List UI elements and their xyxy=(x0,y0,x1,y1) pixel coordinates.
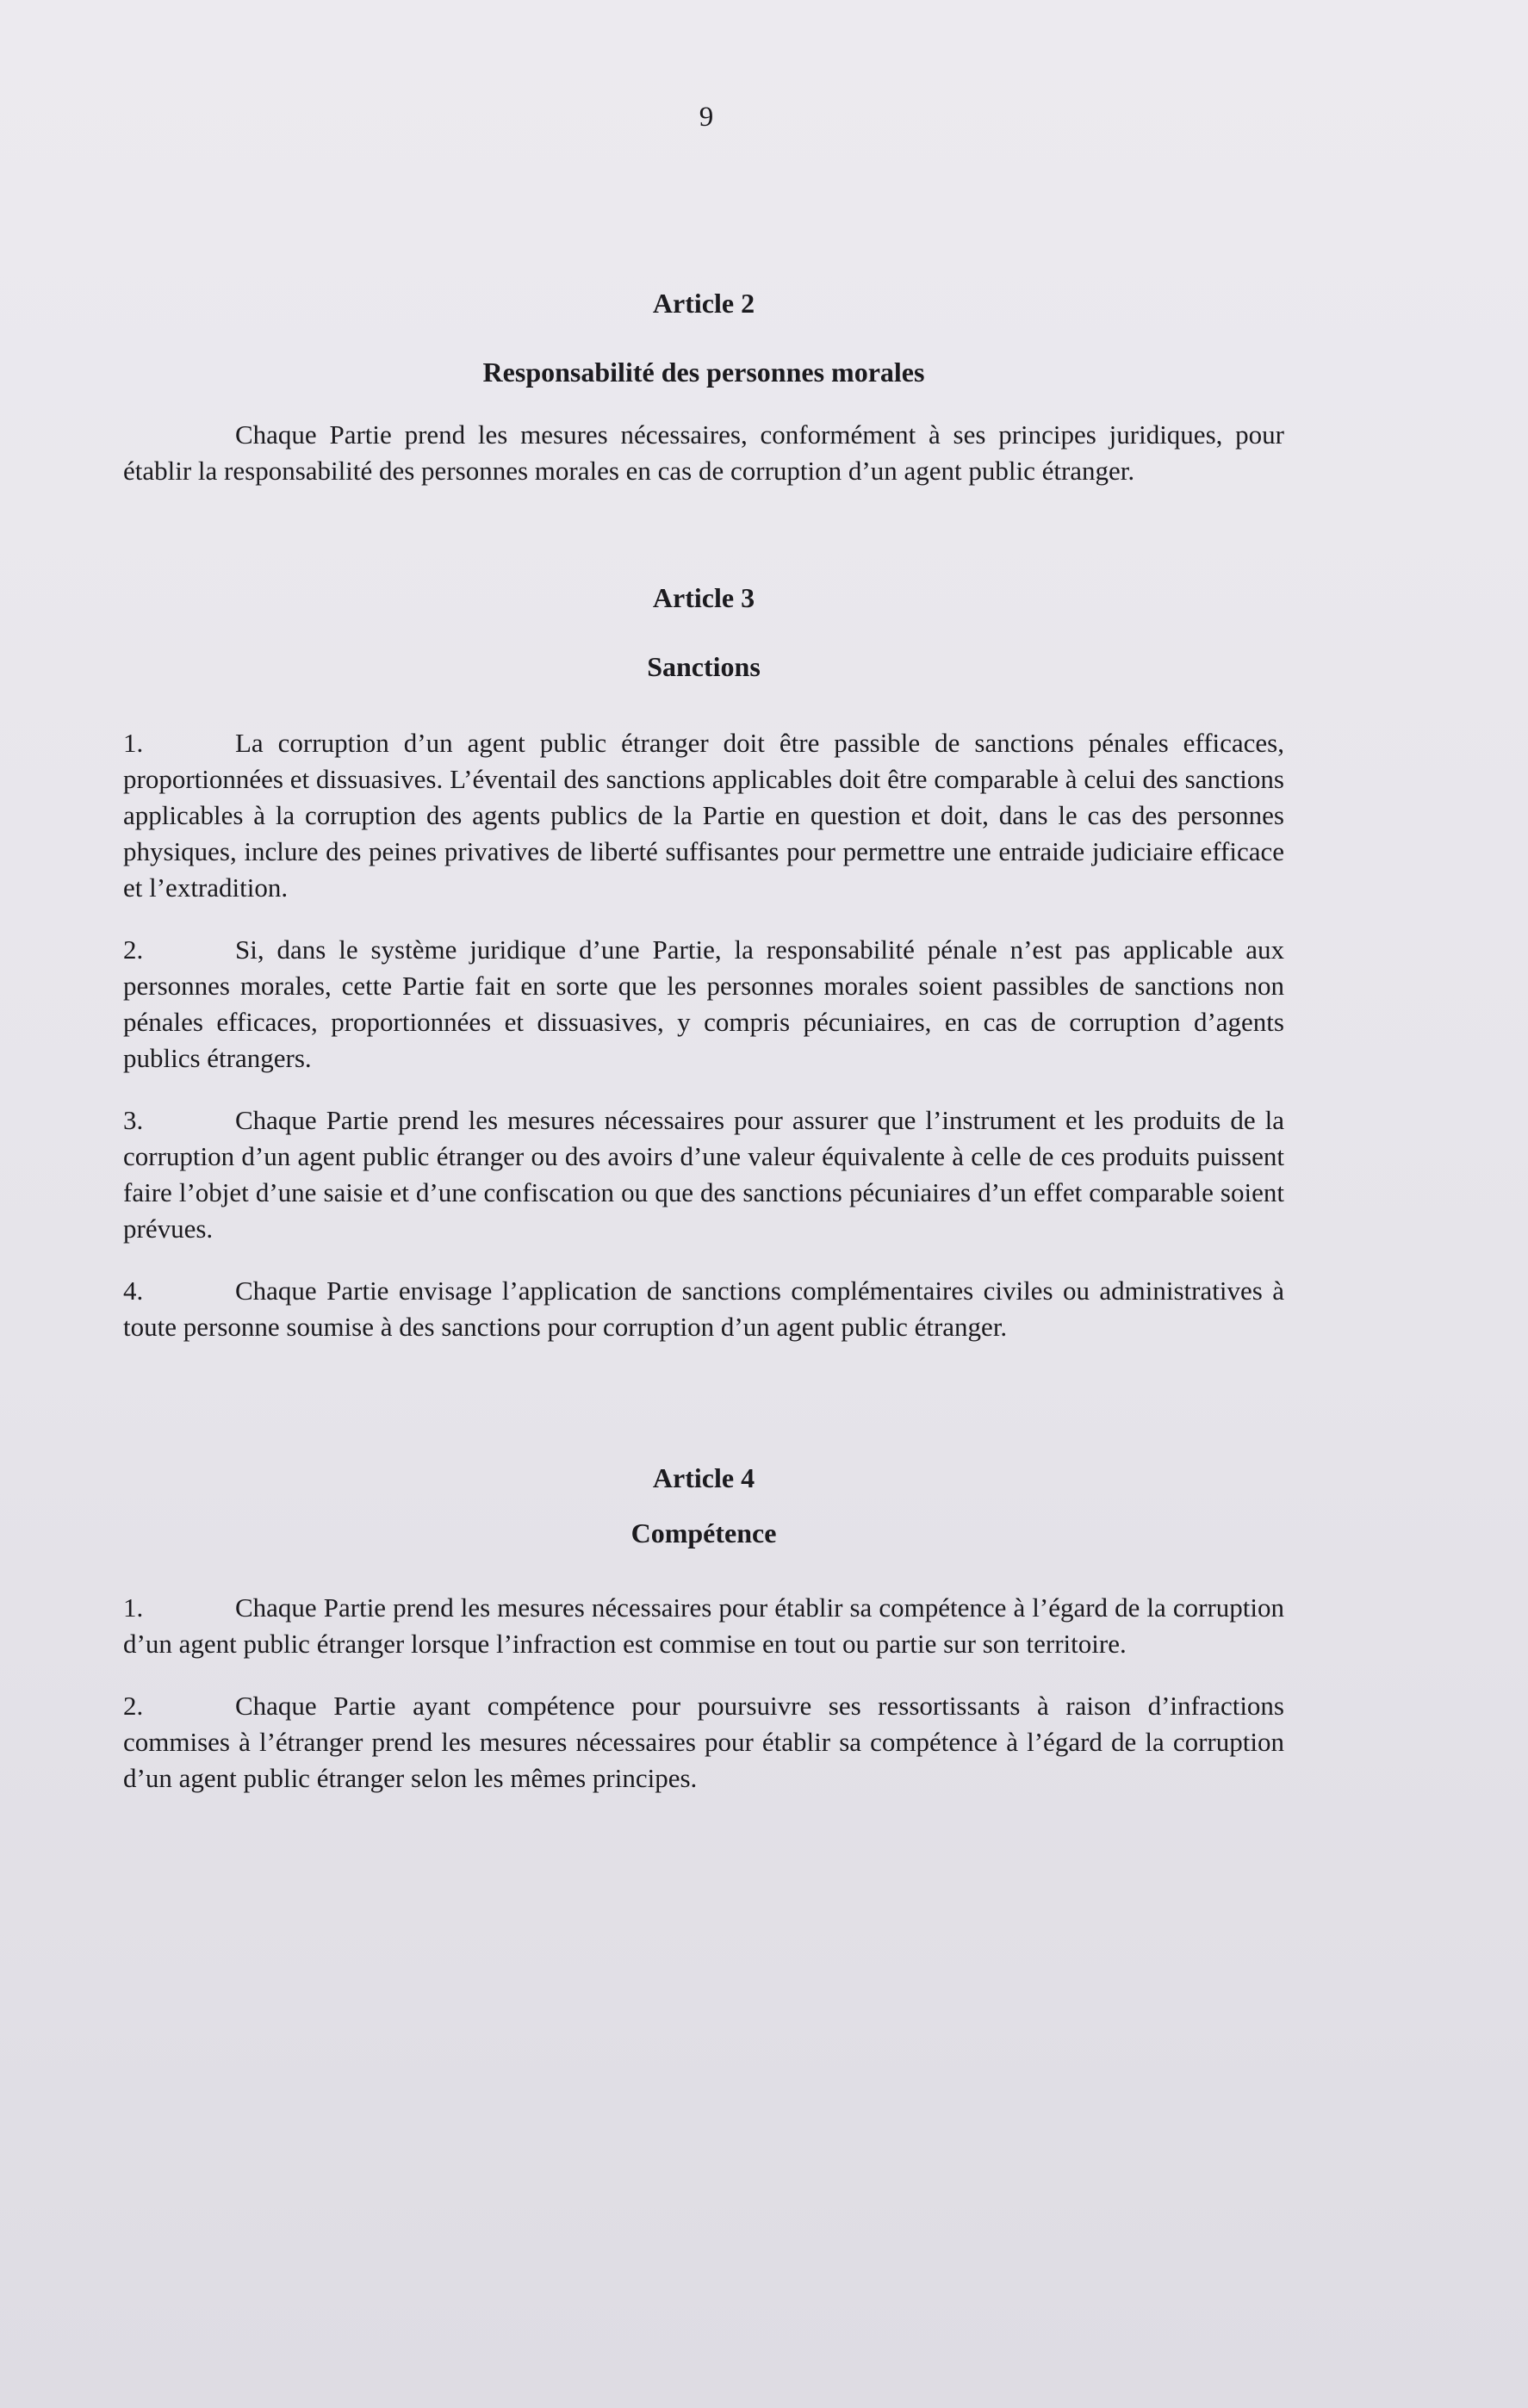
paragraph-number: 2. xyxy=(123,934,144,965)
article-2 xyxy=(123,284,1284,489)
paragraph-number: 2. xyxy=(123,1691,144,1721)
article-3 xyxy=(123,579,1284,1345)
numbered-paragraph xyxy=(123,725,1284,906)
paragraph-text: Chaque Partie ayant compétence pour poursuivre ses ressortissants à raison d’infractions commises à l’étranger prend les mesures nécessaires pour établir sa compétence à l’égard de la corruption d’un agent public étranger selon les mêmes principes. xyxy=(123,1691,1284,1793)
paragraph-text: Chaque Partie prend les mesures nécessaires pour établir sa compétence à l’égard de la corruption d’un agent public étranger lorsque l’infraction est commise en tout ou partie sur son territoire. xyxy=(123,1592,1284,1659)
article-subtitle: Sanctions xyxy=(647,651,761,682)
paragraph-text: La corruption d’un agent public étranger doit être passible de sanctions pénales efficaces, proportionnées et dissuasives. L’éventail des sanctions applicables doit être comparable à celui des sanctions applicables à la corruption des agents publics de la Partie en question et doit, dans le cas des personnes physiques, inclure des peines privatives de liberté suffisantes pour permettre une entraide judiciaire efficace et l’extradition. xyxy=(123,728,1284,903)
article-paragraph: Chaque Partie prend les mesures nécessaires, conformément à ses principes juridiques, pour établir la responsabilité des personnes morales en cas de corruption d’un agent public étranger. xyxy=(123,419,1284,486)
article-subtitle: Responsabilité des personnes morales xyxy=(482,357,925,388)
numbered-paragraph xyxy=(123,1688,1284,1797)
article-title: Article 4 xyxy=(652,1462,755,1493)
numbered-paragraph xyxy=(123,1102,1284,1247)
paragraph-number: 3. xyxy=(123,1105,144,1135)
paragraph-text: Chaque Partie prend les mesures nécessaires pour assurer que l’instrument et les produits de la corruption d’un agent public étranger ou des avoirs d’une valeur équivalente à celle de ces produits puissent faire l’objet d’une saisie et d’une confiscation ou que des sanctions pécuniaires d’un effet comparable soient prévues. xyxy=(123,1105,1284,1244)
paragraph-text: Si, dans le système juridique d’une Partie, la responsabilité pénale n’est pas applicable aux personnes morales, cette Partie fait en sorte que les personnes morales soient passibles de sanctions non pénales efficaces, proportionnées et dissuasives, y compris pécuniaires, en cas de corruption d’agents publics étrangers. xyxy=(123,934,1284,1073)
numbered-paragraph xyxy=(123,932,1284,1077)
paragraph-number: 1. xyxy=(123,728,144,758)
numbered-paragraph xyxy=(123,1273,1284,1345)
article-title: Article 3 xyxy=(652,582,755,613)
paragraph-number: 1. xyxy=(123,1592,144,1623)
article-title: Article 2 xyxy=(652,288,755,319)
document-body xyxy=(123,284,1284,1797)
page-number: 9 xyxy=(699,102,714,133)
paragraph-text: Chaque Partie envisage l’application de sanctions complémentaires civiles ou administratives à toute personne soumise à des sanctions pour corruption d’un agent public étranger. xyxy=(123,1275,1284,1342)
numbered-paragraph xyxy=(123,1590,1284,1662)
paragraph-number: 4. xyxy=(123,1275,144,1306)
article-subtitle: Compétence xyxy=(630,1517,777,1548)
article-4 xyxy=(123,1459,1284,1797)
